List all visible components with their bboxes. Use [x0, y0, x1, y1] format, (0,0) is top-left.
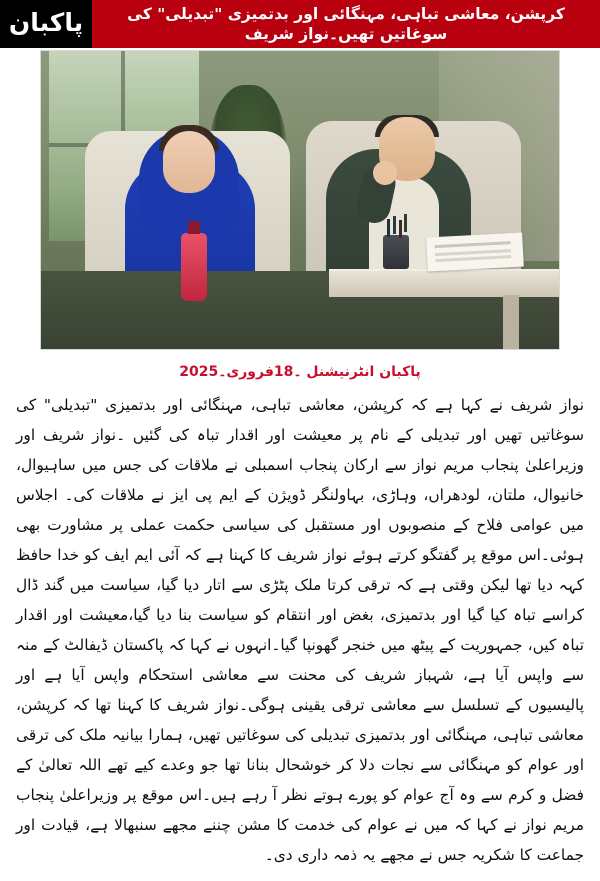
photo-papers: [426, 233, 524, 272]
left-person-face: [163, 131, 215, 193]
right-person-hand: [373, 161, 397, 185]
article-paragraph: نواز شریف نے کہا ہے کہ کرپشن، معاشی تباہی، مہنگائی اور بدتمیزی "تبدیلی" کی سوغاتیں تھیں اور تبدیلی کے نام پر معیشت اور اقدار تباہ کی گئیں ۔نواز شریف اور وزیراعلیٰ پنجاب مریم نواز سے ارکان پنجاب اسمبلی نے ملاقات کی جس میں ساہیوال، خانیوال، ملتان، لودھراں، وہاڑی، بہاولنگر ڈویژن کے ایم پی ایز نے ملاقات کی۔ اجلاس میں عوامی فلاح کے منصوبوں اور مستقبل کی سیاسی حکمت عملی پر مشاورت بھی ہوئی۔اس موقع پر گفتگو کرتے ہوئے نواز شریف کا کہنا ہے کہ آئی ایم ایف کو خدا حافظ کہہ دیا تھا لیکن وقتی ہے کہ ترقی کرتا ملک پٹڑی سے اتار دیا گیا، سیاست میں گند ڈال کراسے تباہ کیا گیا اور بدتمیزی، بغض اور انتقام کو سیاست بنا دیا گیا،معیشت اور اقدار تباہ کیں، جمہوریت کے پیٹھ میں خنجر گھونپا گیا۔انہوں نے کہا کہ پاکستان ڈیفالٹ کے منہ سے واپس آیا ہے، شہباز شریف کی محنت سے معاشی استحکام واپس آیا ہے اور پالیسیوں کے تسلسل سے معاشی ترقی یقینی ہوگی۔نواز شریف کا کہنا تھا کہ کرپشن، معاشی تباہی، مہنگائی اور بدتمیزی تبدیلی کی سوغاتیں تھیں، ہمارا بیانیہ ملک کی ترقی اور عوام کو مہنگائی سے نجات دلا کر خوشحال بنانا تھا جو وعدے کیے تھے اللہ تعالیٰ کے فضل و کرم سے وہ آج عوام کو پورے ہوتے نظر آ رہے ہیں۔اس موقع پر وزیراعلیٰ پنجاب مریم نواز نے کہا کہ میں نے عوام کی خدمت کا مشن چننے مجھے سنبھالا ہے، قیادت اور جماعت کا شکریہ جس نے مجھے یہ ذمہ داری دی۔: [16, 396, 584, 865]
site-header: [0, 0, 600, 48]
article-body: [0, 390, 600, 881]
photo-pen-holder: [383, 235, 409, 269]
photo-desk-leg: [503, 295, 519, 349]
byline: پاکبان انٹرنیشنل ۔18فروری۔2025: [179, 364, 421, 380]
site-logo[interactable]: پاکبان: [0, 0, 92, 48]
headline-banner: کرپشن، معاشی تباہی، مہنگائی اور بدتمیزی "تبدیلی" کی سوغاتیں تھیں۔نواز شریف: [92, 0, 600, 48]
photo-desk: [329, 269, 559, 297]
photo-water-bottle: [181, 233, 207, 301]
article-photo-container: [0, 48, 600, 350]
article-photo: [40, 50, 560, 350]
